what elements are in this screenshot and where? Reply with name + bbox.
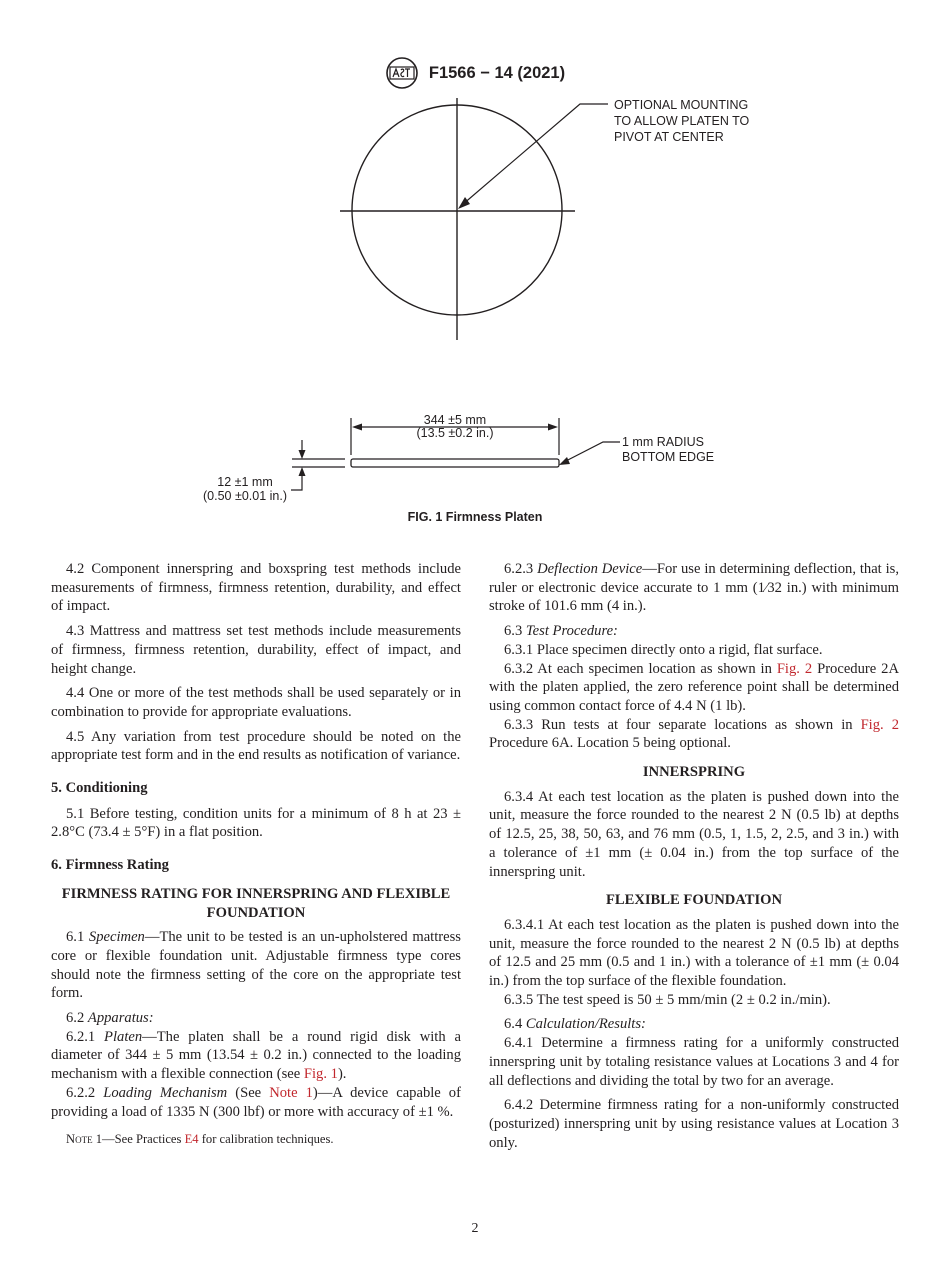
- figure-caption: FIG. 1 Firmness Platen: [407, 510, 543, 524]
- mounting-leader-line: [462, 104, 608, 205]
- para-6-3-4-1: 6.3.4.1 At each test location as the platen is pushed down into the unit, measure the force rounded to the nearest 2 N (0.5 lb) at depths of 12.5 and 25 mm (0.5 and 1 in.) with a tolerance of ±1 mm (± 0.04 in.) from the top surface of the flexible foundation.: [489, 916, 899, 990]
- platen-side-profile: [351, 459, 559, 467]
- note-1: Note 1—See Practices E4 for calibration techniques.: [66, 1132, 334, 1147]
- para-6-2: 6.2 Apparatus:: [66, 1010, 154, 1027]
- width-dimension-mm: 344 ±5 mm: [423, 413, 487, 427]
- thickness-dimension-mm: 12 ±1 mm: [217, 475, 273, 489]
- para-6-1: 6.1 Specimen—The unit to be tested is an un-upholstered mattress core or flexible foundation unit. Adjustable firmness type cores should note the firmness setting of the core on the appropriate test form.: [51, 929, 461, 1002]
- width-arrow-right: [548, 424, 558, 431]
- radius-note-line-1: 1 mm RADIUS: [622, 435, 704, 449]
- para-6-3-3: 6.3.3 Run tests at four separate locations as shown in Fig. 2 Procedure 6A. Location 5 being optional.: [489, 716, 899, 752]
- thickness-arrow-top: [299, 450, 306, 459]
- para-6-4-2: 6.4.2 Determine firmness rating for a non-uniformly constructed (posturized) innerspring unit by using resistance values at Location 3 only.: [489, 1097, 899, 1151]
- para-6-3-5: 6.3.5 The test speed is 50 ± 5 mm/min (2 ± 0.2 in./min).: [504, 991, 831, 1008]
- section-6-heading: 6. Firmness Rating: [51, 857, 169, 874]
- width-arrow-left: [352, 424, 362, 431]
- innerspring-heading: INNERSPRING: [642, 764, 746, 781]
- leader-arrowhead: [458, 197, 470, 209]
- fig-1-link[interactable]: Fig. 1: [303, 1066, 338, 1083]
- innerspring-flexible-subheading: FIRMNESS RATING FOR INNERSPRING AND FLEXIBLE FOUNDATION: [61, 885, 451, 921]
- para-4-4: 4.4 One or more of the test methods shall be used separately or in combination to provide for appropriate evaluations.: [51, 685, 461, 720]
- radius-arrowhead: [559, 457, 570, 465]
- para-4-2: 4.2 Component innerspring and boxspring test methods include measurements of firmness, firmness retention, durability, and effect of impact.: [51, 561, 461, 615]
- width-dimension-in: (13.5 ±0.2 in.): [416, 426, 494, 440]
- mounting-note-line-1: OPTIONAL MOUNTING: [614, 98, 749, 112]
- standard-designation: F1566 − 14 (2021): [428, 63, 566, 82]
- section-5-heading: 5. Conditioning: [51, 780, 148, 797]
- para-6-2-2: 6.2.2 Loading Mechanism (See Note 1)—A device capable of providing a load of 1335 N (300 lbf) or more with accuracy of ±1 %.: [51, 1084, 461, 1120]
- para-6-3-2: 6.3.2 At each specimen location as shown in Fig. 2 Procedure 2A with the platen applied, the zero reference point shall be determined using common contact force of 4.4 N (1 lb).: [489, 660, 899, 714]
- para-6-3-1: 6.3.1 Place specimen directly onto a rigid, flat surface.: [504, 641, 823, 658]
- para-5-1: 5.1 Before testing, condition units for a minimum of 8 h at 23 ± 2.8°C (73.4 ± 5°F) in a flat position.: [51, 805, 461, 841]
- page-number: 2: [471, 1221, 479, 1236]
- para-6-4-1: 6.4.1 Determine a firmness rating for a uniformly constructed innerspring unit by totaling resistance values at Locations 3 and 4 for all deflections and dividing the total by two for an average.: [489, 1035, 899, 1089]
- para-6-2-3: 6.2.3 Deflection Device—For use in determining deflection, that is, ruler or electronic device accurate to 1 mm (1⁄32 in.) with minimum stroke of 101.6 mm (4 in.).: [489, 561, 899, 615]
- mounting-note-line-3: PIVOT AT CENTER: [614, 130, 724, 144]
- para-4-5: 4.5 Any variation from test procedure should be noted on the appropriate test form and in the end results as notification of variance.: [51, 728, 461, 764]
- e4-link[interactable]: E4: [184, 1132, 199, 1147]
- fig-2-link-b[interactable]: Fig. 2: [860, 716, 899, 733]
- para-4-3: 4.3 Mattress and mattress set test methods include measurements of firmness, firmness retention, durability, effect of impact, and height change.: [51, 623, 461, 677]
- left-column: [51, 560, 461, 1147]
- para-6-4: 6.4 Calculation/Results:: [504, 1016, 646, 1033]
- mounting-note-line-2: TO ALLOW PLATEN TO: [614, 114, 750, 128]
- figure-1-firmness-platen: [0, 0, 950, 540]
- thickness-arrow-bottom: [299, 467, 306, 476]
- flexible-foundation-heading: FLEXIBLE FOUNDATION: [605, 892, 783, 909]
- para-6-3-4: 6.3.4 At each test location as the platen is pushed down into the unit, measure the force rounded to the nearest 2 N (0.5 lb) at depths of 12.5, 25, 38, 50, 63, and 76 mm (0.5, 1, 1.5, 2, 2.5, and 3 in.) with a tolerance of ±1 mm (± 0.04 in.) from the top surface of the innerspring unit.: [489, 788, 899, 880]
- fig-2-link-a[interactable]: Fig. 2: [776, 660, 813, 677]
- right-column: [489, 560, 899, 1158]
- note-1-link[interactable]: Note 1: [269, 1084, 313, 1101]
- para-6-3: 6.3 Test Procedure:: [504, 623, 618, 640]
- radius-leader-line: [562, 442, 620, 463]
- para-6-2-1: 6.2.1 Platen—The platen shall be a round rigid disk with a diameter of 344 ± 5 mm (13.54 ± 0.2 in.) connected to the loading mechanism with a flexible connection (see Fig. 1).: [51, 1028, 461, 1083]
- radius-note-line-2: BOTTOM EDGE: [622, 450, 715, 464]
- thickness-dimension-in: (0.50 ±0.01 in.): [203, 489, 287, 503]
